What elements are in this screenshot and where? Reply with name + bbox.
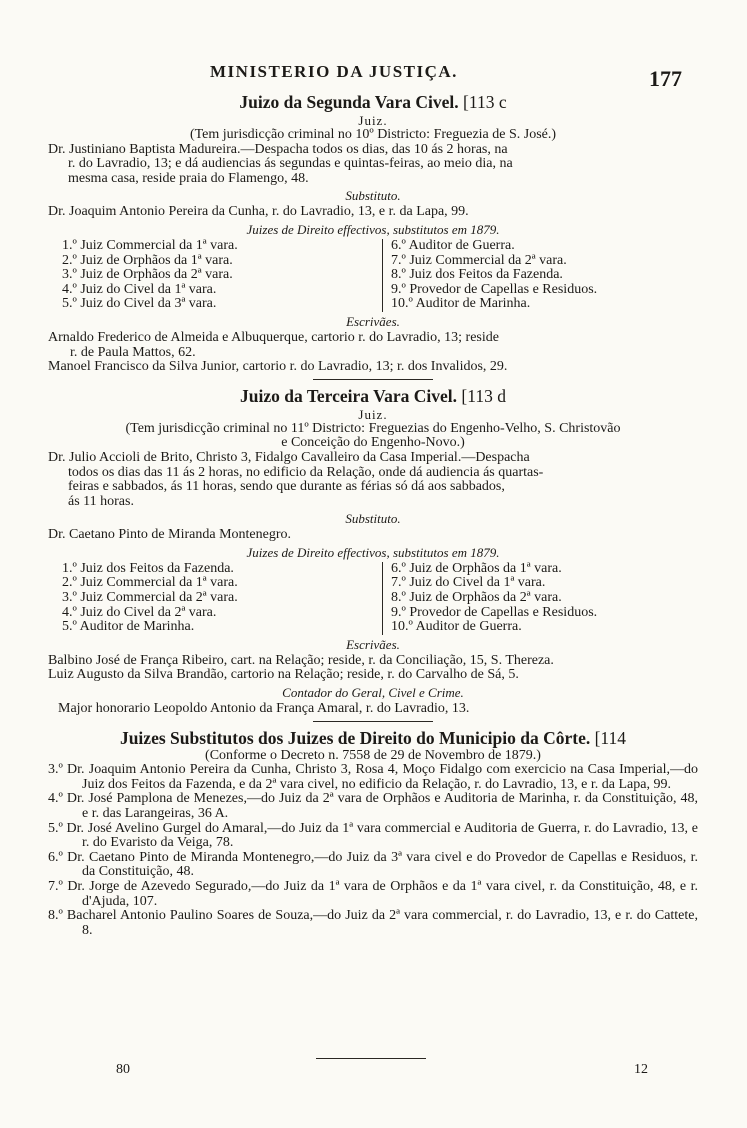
judges-list [62,562,698,635]
footer-divider [316,1058,426,1059]
list-item: 1.º Juiz dos Feitos da Fazenda. [62,560,234,576]
page-content [48,88,698,938]
substitute-judge-entry: 8.º Bacharel Antonio Paulino Soares de Souza,—do Juiz da 2ª vara commercial, r. do Lavradio, 13, e r. do Cattete, 8. [48,908,698,938]
list-item: 7.º Juiz Commercial da 2ª vara. [391,252,567,268]
list-item: 1.º Juiz Commercial da 1ª vara. [62,237,238,253]
judges-heading: Juizes de Direito effectivos, substitutos em 1879. [246,221,500,237]
text-line: feiras e sabbados, ás 11 horas, sendo que durante as férias só dá aos sabbados, [68,479,505,495]
list-item: 4.º Juiz do Civel da 2ª vara. [62,604,217,620]
list-item: 2.º Juiz Commercial da 1ª vara. [62,575,238,591]
substitute-judge-entry: 7.º Dr. Jorge de Azevedo Segurado,—do Juiz da 1ª vara de Orphãos e da 1ª vara civel, r. da Constituição, 48, e r. d'Ajuda, 107. [48,878,698,909]
substitute-judge-entry: 3.º Dr. Joaquim Antonio Pereira da Cunha, Christo 3, Rosa 4, Moço Fidalgo com exercicio na Casa Imperial,—do Juiz dos Feitos da Fazenda, e da 2ª vara civel, no edificio da Relação, r. do Lavradio, 13, e r. da Lapa, 99. [48,762,698,792]
substitute-judge-entry: 6.º Dr. Caetano Pinto de Miranda Montenegro,—do Juiz da 3ª vara civel e do Provedor de Capellas e Residuos, r. da Constituição, 48. [48,849,698,880]
clerks-heading: Escrivães. [346,636,400,652]
judge-role: Juiz. [358,406,388,422]
list-item: 6.º Auditor de Guerra. [391,237,515,253]
list-item: 2.º Juiz de Orphãos da 1ª vara. [62,252,233,268]
judges-list-right [382,239,691,312]
section-title-text: Juizes Substitutos dos Juizes de Direito do Municipio da Côrte. [119,727,591,748]
substitute-judge-entry: 5.º Dr. José Avelino Gurgel do Amaral,—do Juiz da 1ª vara commercial e Auditoria de Guerra, r. do Lavradio, 13, e r. do Evaristo da Veiga, 78. [48,820,698,851]
judges-list [62,239,698,312]
text-line: ás 11 horas. [68,493,134,509]
judges-list-left [62,562,362,635]
list-item: 6.º Juiz de Orphãos da 1ª vara. [391,560,562,576]
accountant-heading: Contador do Geral, Civel e Crime. [282,685,464,701]
substitute-heading: Substituto. [345,511,401,527]
text-line: r. de Paula Mattos, 62. [70,344,196,360]
clerk-entry: Luiz Augusto da Silva Brandão, cartorio na Relação; reside, r. do Carvalho de Sá, 5. [48,667,519,683]
list-item: 10.º Auditor de Guerra. [391,619,522,635]
judges-heading: Juizes de Direito effectivos, substitutos em 1879. [246,544,500,560]
jurisdiction-note [48,422,698,451]
list-item: 3.º Juiz de Orphãos da 2ª vara. [62,267,233,283]
section-title [48,92,698,113]
substitute-heading: Substituto. [345,188,401,204]
list-item: 7.º Juiz do Civel da 1ª vara. [391,575,546,591]
clerks-heading: Escrivães. [346,313,400,329]
accountant-entry: Major honorario Leopoldo Antonio da França Amaral, r. do Lavradio, 13. [58,701,470,717]
list-item: 8.º Juiz de Orphãos da 2ª vara. [391,590,562,606]
list-item: 5.º Auditor de Marinha. [62,619,195,635]
section-number: [113 c [463,92,507,112]
substitute-judge-entry: 4.º Dr. José Pamplona de Menezes,—do Juiz da 2ª vara de Orphãos e Auditoria de Marinha, r. da Constituição, 48, e r. das Larangeiras, 36 A. [48,791,698,821]
substitute-entry: Dr. Caetano Pinto de Miranda Montenegro. [48,527,292,543]
clerk-entry: Balbino José de França Ribeiro, cart. na Relação; reside, r. da Conciliação, 15, S. Thereza. [48,652,554,668]
text-line: todos os dias das 11 ás 2 horas, no edificio da Relação, onde dá audiencia ás quartas- [68,464,544,480]
list-item: 5.º Juiz do Civel da 3ª vara. [62,296,217,312]
text-line: r. do Lavradio, 13; e dá audiencias ás segundas e quintas-feiras, ao meio dia, na [68,156,513,172]
clerk-entry: Manoel Francisco da Silva Junior, cartorio r. do Lavradio, 13; r. dos Invalidos, 29. [48,359,508,375]
section-title [48,728,698,749]
judge-role: Juiz. [358,113,388,128]
judge-entry [48,143,698,187]
signature-mark: 80 [116,1062,130,1077]
section-title-text: Juizo da Segunda Vara Civel. [239,92,459,112]
list-item: 9.º Provedor de Capellas e Residuos. [391,604,598,620]
text-line: Dr. Justiniano Baptista Madureira.—Despacha todos os dias, das 10 ás 2 horas, na [48,141,508,157]
text-line: (Tem jurisdicção criminal no 11º Districto: Freguezias do Engenho-Velho, S. Christovão [125,420,621,436]
signature-mark: 12 [634,1062,648,1077]
section-title [48,386,698,407]
running-title: MINISTERIO DA JUSTIÇA. [210,62,458,81]
list-item: 8.º Juiz dos Feitos da Fazenda. [391,267,563,283]
section-title-text: Juizo da Terceira Vara Civel. [240,385,458,406]
page-header [0,62,747,91]
substitute-entry: Dr. Joaquim Antonio Pereira da Cunha, r. do Lavradio, 13, e r. da Lapa, 99. [48,204,469,220]
jurisdiction-note: (Tem jurisdicção criminal no 10º Districto: Freguezia de S. José.) [189,127,557,142]
page-number: 177 [649,66,682,91]
section-subtitle: (Conforme o Decreto n. 7558 de 29 de Novembro de 1879.) [205,747,541,763]
clerk-entry [48,331,698,360]
text-line: mesma casa, reside praia do Flamengo, 48. [68,170,309,186]
text-line: Arnaldo Frederico de Almeida e Albuquerque, cartorio r. do Lavradio, 13; reside [48,329,499,345]
section-number: [113 d [461,385,506,406]
judges-list-right [382,562,691,635]
judge-entry [48,451,698,509]
text-line: e Conceição do Engenho-Novo.) [281,435,465,451]
list-item: 3.º Juiz Commercial da 2ª vara. [62,590,238,606]
judges-list-left [62,239,362,312]
list-item: 10.º Auditor de Marinha. [391,296,531,312]
list-item: 4.º Juiz do Civel da 1ª vara. [62,281,217,297]
section-number: [114 [594,727,627,748]
divider [313,721,433,722]
list-item: 9.º Provedor de Capellas e Residuos. [391,281,598,297]
divider [313,379,433,380]
text-line: Dr. Julio Accioli de Brito, Christo 3, Fidalgo Cavalleiro da Casa Imperial.—Despacha [48,449,530,465]
page-footer [0,1062,747,1080]
